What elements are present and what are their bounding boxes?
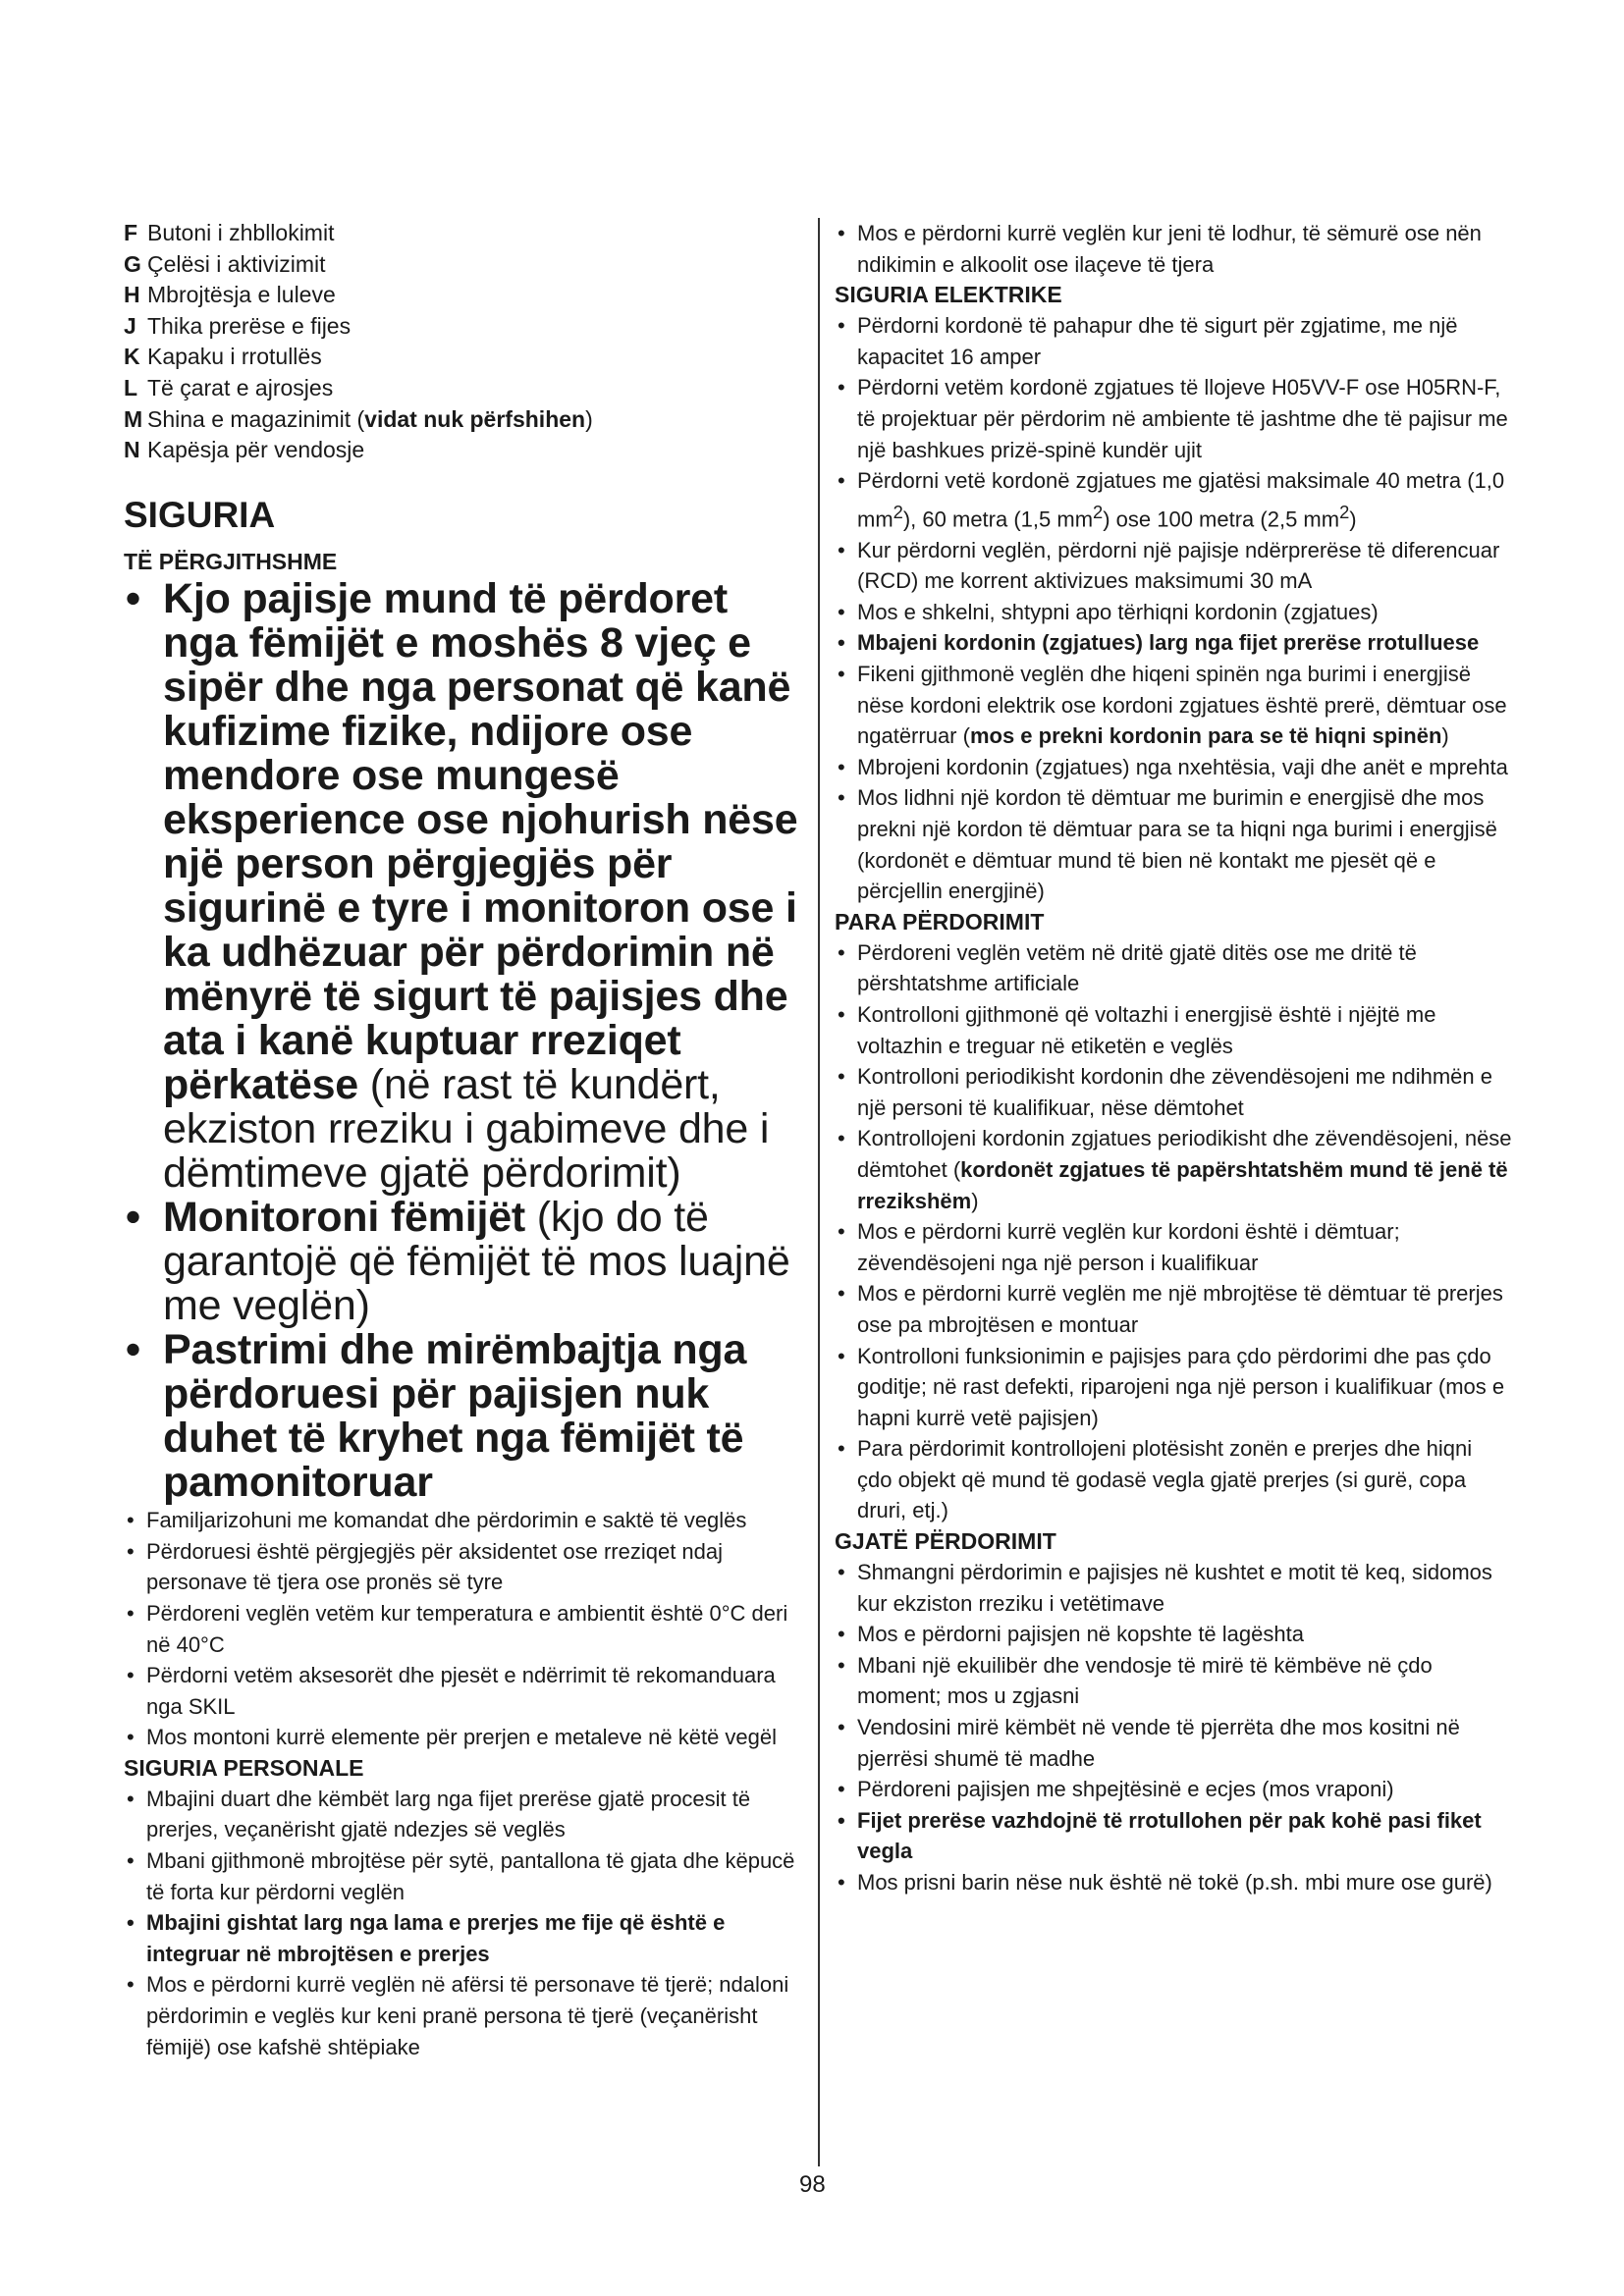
key-warning-item — [124, 577, 801, 1196]
list-item: • Mos e përdorni kurrë veglën me një mbrojtëse të dëmtuar të prerjes ose pa mbrojtësen e montuar — [835, 1278, 1512, 1340]
list-item — [835, 1123, 1512, 1216]
part-label: Butoni i zhbllokimit — [147, 220, 335, 245]
text-run: ) ose 100 metra (2,5 mm — [1103, 507, 1340, 532]
text-run: Fikeni gjithmonë veglën dhe hiqeni spinën nga burimi i energjisë nëse kordoni elektrik ose kordoni zgjatues është prerë, dëmtuar ose ngatërruar ( — [857, 662, 1507, 749]
list-item: • Mbajini duart dhe këmbët larg nga fijet prerëse gjatë procesit të prerjes, veçanërisht gjatë ndezjes së veglës — [124, 1784, 801, 1845]
warning-bold-text: Monitoroni fëmijët — [163, 1194, 526, 1242]
list-item: • Familjarizohuni me komandat dhe përdorimin e saktë të veglës — [124, 1505, 801, 1536]
parts-list-item — [124, 373, 801, 404]
part-key: J — [124, 312, 136, 339]
text-run: ), 60 metra (1,5 mm — [902, 507, 1094, 532]
during-use-heading: GJATË PËRDORIMIT — [835, 1528, 1056, 1555]
text-run: Përdorni vetë kordonë zgjatues me gjatësi maksimale 40 metra (1,0 mm — [857, 468, 1505, 532]
part-label-tail: ) — [585, 405, 593, 432]
list-item: • Mos e shkelni, shtypni apo tërhiqni kordonin (zgjatues) — [835, 597, 1512, 628]
list-item: • Përdoreni veglën vetëm kur temperatura e ambientit është 0°C deri në 40°C — [124, 1598, 801, 1660]
list-item: • Mos e përdorni kurrë veglën kur kordoni është i dëmtuar; zëvendësojeni nga një person i kualifikuar — [835, 1216, 1512, 1278]
personal-safety-list — [124, 1784, 801, 2062]
list-item: • Shmangni përdorimin e pajisjes në kushtet e motit të keq, sidomos kur ekziston rreziku i vetëtimave — [835, 1557, 1512, 1619]
left-column — [124, 218, 801, 2062]
part-key: M — [124, 405, 143, 432]
personal-safety-continued-list — [835, 218, 1512, 280]
part-key: H — [124, 282, 140, 308]
warning-bold-text: Pastrimi dhe mirëmbajtja nga përdoruesi për pajisjen nuk duhet të kryhet nga fëmijët të pamonitoruar — [163, 1326, 747, 1507]
before-use-heading: PARA PËRDORIMIT — [835, 908, 1045, 934]
key-warning-item — [124, 1196, 801, 1328]
list-item: • Kur përdorni veglën, përdorni një pajisje ndërprerëse të diferencuar (RCD) me korrent aktivizues maksimumi 30 mA — [835, 535, 1512, 597]
key-warnings-list — [124, 577, 801, 1505]
superscript: 2 — [1093, 501, 1104, 522]
electric-safety-heading: SIGURIA ELEKTRIKE — [835, 282, 1062, 308]
list-item: • Përdorni kordonë të pahapur dhe të sigurt për zgjatime, me një kapacitet 16 amper — [835, 310, 1512, 372]
part-key: L — [124, 374, 138, 400]
parts-list-item — [124, 311, 801, 343]
parts-list — [124, 218, 801, 466]
warning-normal-text: (në rast të kundërt, ekziston rreziku i gabimeve dhe i dëmtimeve gjatë përdorimit) — [163, 1061, 770, 1198]
list-item: • Mos e përdorni kurrë veglën në afërsi të personave të tjerë; ndaloni përdorimin e veglës kur keni pranë persona të tjerë (veçanërisht fëmijë) ose kafshë shtëpiake — [124, 1969, 801, 2062]
list-item: • Përdoreni pajisjen me shpejtësinë e ecjes (mos vraponi) — [835, 1774, 1512, 1805]
part-key: F — [124, 220, 138, 245]
parts-list-item — [124, 249, 801, 281]
general-safety-list — [124, 1505, 801, 1753]
during-use-list — [835, 1557, 1512, 1898]
list-item: • Para përdorimit kontrollojeni plotësisht zonën e prerjes dhe hiqni çdo objekt që mund të godasë vegla gjatë prerjes (si gurë, copa druri, etj.) — [835, 1433, 1512, 1526]
personal-safety-heading: SIGURIA PERSONALE — [124, 1754, 364, 1781]
part-label: Kapaku i rrotullës — [147, 344, 322, 370]
list-item: • Kontrolloni gjithmonë që voltazhi i energjisë është i njëjtë me voltazhin e treguar në etiketën e veglës — [835, 999, 1512, 1061]
text-run: ) — [1441, 723, 1449, 749]
list-item: • Mos prisni barin nëse nuk është në tokë (p.sh. mbi mure ose gurë) — [835, 1867, 1512, 1898]
page-number: 98 — [799, 2171, 826, 2198]
list-item: • Përdoruesi është përgjegjës për aksidentet ose rreziqet ndaj personave të tjera ose pronës së tyre — [124, 1536, 801, 1598]
section-title: SIGURIA — [124, 494, 276, 535]
list-item: • Kontrolloni periodikisht kordonin dhe zëvendësojeni me ndihmën e një personi të kualifikuar, nëse dëmtohet — [835, 1061, 1512, 1123]
superscript: 2 — [1339, 501, 1350, 522]
list-item: • Mbani një ekuilibër dhe vendosje të mirë të këmbëve në çdo moment; mos u zgjasni — [835, 1650, 1512, 1712]
part-label: Të çarat e ajrosjes — [147, 374, 334, 400]
list-item: • Përdorni vetëm aksesorët dhe pjesët e ndërrimit të rekomanduara nga SKIL — [124, 1660, 801, 1722]
list-item: • Mbani gjithmonë mbrojtëse për sytë, pantallona të gjata dhe këpucë të forta kur përdorni veglën — [124, 1845, 801, 1907]
parts-list-item — [124, 280, 801, 311]
text-run-bold: mos e prekni kordonin para se të hiqni spinën — [969, 723, 1442, 749]
list-item: • Kontrolloni funksionimin e pajisjes para çdo përdorimi dhe pas çdo goditje; në rast defekti, riparojeni nga një person i kualifikuar (mos e hapni kurrë vetë pajisjen) — [835, 1341, 1512, 1434]
list-item: • Mos montoni kurrë elemente për prerjen e metaleve në këtë vegël — [124, 1722, 801, 1753]
column-divider — [818, 218, 820, 2166]
parts-list-item — [124, 218, 801, 249]
superscript: 2 — [893, 501, 903, 522]
part-label: Thika prerëse e fijes — [147, 312, 352, 339]
text-run-bold: kordonët zgjatues të papërshtatshëm mund të jenë të rrezikshëm — [857, 1156, 1508, 1213]
warning-normal-text: (kjo do të garantojë që fëmijët të mos luajnë me veglën) — [163, 1194, 790, 1330]
list-item-bold: • Mbajeni kordonin (zgjatues) larg nga fijet prerëse rrotulluese — [835, 627, 1512, 659]
list-item-bold: • Fijet prerëse vazhdojnë të rrotullohen për pak kohë pasi fiket vegla — [835, 1805, 1512, 1867]
part-key: K — [124, 344, 140, 370]
part-label-bold: vidat nuk përfshihen — [364, 405, 586, 432]
list-item: • Mbrojeni kordonin (zgjatues) nga nxehtësia, vaji dhe anët e mprehta — [835, 752, 1512, 783]
parts-list-item — [124, 435, 801, 466]
list-item: • Vendosini mirë këmbët në vende të pjerrëta dhe mos kositni në pjerrësi shumë të madhe — [835, 1712, 1512, 1774]
list-item: • Mos lidhni një kordon të dëmtuar me burimin e energjisë dhe mos prekni një kordon të dëmtuar para se ta hiqni nga burimi i energjisë (kordonët e dëmtuar mund të bien në kontakt me pjesët që e përcjellin energjinë) — [835, 782, 1512, 906]
text-run: ) — [1349, 507, 1357, 532]
list-item-bold: • Mbajini gishtat larg nga lama e prerjes me fije që është e integruar në mbrojtësen e prerjes — [124, 1907, 801, 1969]
part-key: N — [124, 437, 140, 463]
part-label: Shina e magazinimit ( — [147, 405, 365, 432]
list-item: • Përdoreni veglën vetëm në dritë gjatë ditës ose me dritë të përshtatshme artificiale — [835, 937, 1512, 999]
list-item: • Mos e përdorni kurrë veglën kur jeni të lodhur, të sëmurë ose nën ndikimin e alkoolit ose ilaçeve të tjera — [835, 218, 1512, 280]
electric-safety-list — [835, 310, 1512, 907]
right-column — [835, 218, 1512, 1898]
general-heading: TË PËRGJITHSHME — [124, 549, 338, 575]
part-label: Kapësja për vendosje — [147, 437, 365, 463]
list-item — [835, 659, 1512, 752]
parts-list-item — [124, 404, 801, 436]
parts-list-item — [124, 342, 801, 373]
list-item: • Mos e përdorni pajisjen në kopshte të lagështa — [835, 1619, 1512, 1650]
part-label: Çelësi i aktivizimit — [147, 250, 326, 277]
key-warning-item — [124, 1328, 801, 1505]
list-item — [835, 465, 1512, 535]
part-label: Mbrojtësja e luleve — [147, 282, 336, 308]
text-run: Kontrollojeni kordonin zgjatues periodikisht dhe zëvendësojeni, nëse dëmtohet ( — [857, 1126, 1512, 1182]
part-key: G — [124, 250, 141, 277]
text-run: ) — [971, 1188, 979, 1213]
warning-bold-text: Kjo pajisje mund të përdoret nga fëmijët e moshës 8 vjeç e sipër dhe nga personat që kanë kufizime fizike, ndijore ose mendore ose mungesë eksperience ose njohurish nëse një person përgjegjës për sigurinë e tyre i monitoron ose i ka udhëzuar për përdorimin në mënyrë të sigurt të pajisjes dhe ata i kanë kuptuar rreziqet përkatëse — [163, 575, 798, 1109]
list-item: • Përdorni vetëm kordonë zgjatues të llojeve H05VV-F ose H05RN-F, të projektuar për përdorim në ambiente të jashtme dhe të pajisur me një bashkues prizë-spinë kundër ujit — [835, 372, 1512, 465]
before-use-list — [835, 937, 1512, 1526]
